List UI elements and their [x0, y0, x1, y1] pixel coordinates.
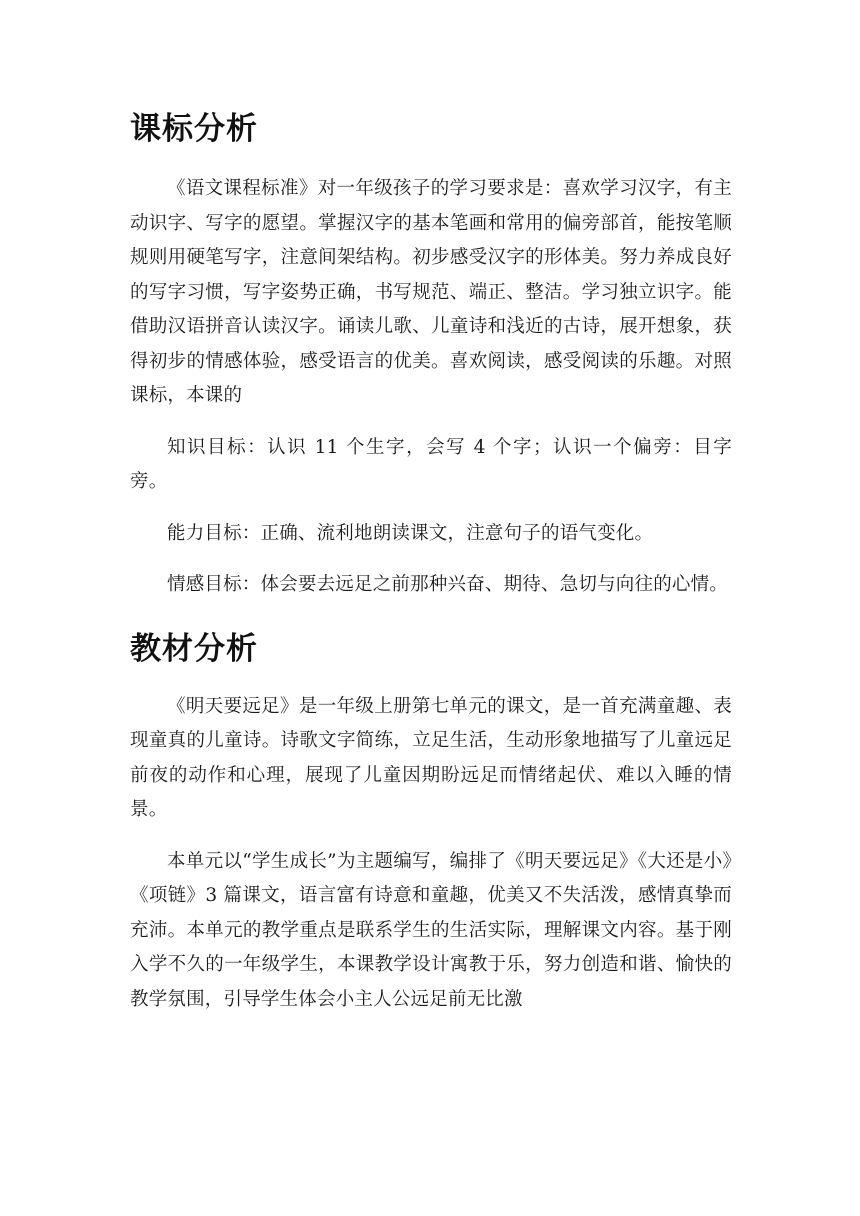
paragraph-emotion-goal: 情感目标：体会要去远足之前那种兴奋、期待、急切与向往的心情。: [167, 574, 729, 595]
document-page: [130, 100, 732, 1034]
paragraph-ability-goal: 能力目标：正确、流利地朗读课文，注意句子的语气变化。: [167, 522, 654, 544]
paragraph-knowledge-goal: 知识目标：认识 11 个生字，会写 4 个字；认识一个偏旁：目字旁。: [130, 436, 732, 492]
paragraph-curriculum-standard: 《语文课程标准》对一年级孩子的学习要求是：喜欢学习汉字，有主动识字、写字的愿望。掌握汉字的基本笔画和常用的偏旁部首，能按笔顺规则用硬笔写字，注意间架结构。初步感受汉字的形体美。努力养成良好的写字习惯，写字姿势正确，书写规范、端正、整洁。学习独立识字。能借助汉语拼音认读汉字。诵读儿歌、儿童诗和浅近的古诗，展开想象，获得初步的情感体验，感受语言的优美。喜欢阅读，感受阅读的乐趣。对照课标，本课的: [130, 178, 732, 406]
section-heading-curriculum-analysis: 课标分析: [130, 111, 258, 147]
section-heading-textbook-analysis: 教材分析: [130, 630, 258, 667]
paragraph-unit-overview: 本单元以“学生成长”为主题编写，编排了《明天要远足》《大还是小》《项链》3 篇课文，语言富有诗意和童趣，优美又不失活泼，感情真挚而充沛。本单元的教学重点是联系学生的生活实际，理解课文内容。基于刚入学不久的一年级学生，本课教学设计寓教于乐，努力创造和谐、愉快的教学氛围，引导学生体会小主人公远足前无比激: [130, 850, 732, 1010]
paragraph-text-introduction: 《明天要远足》是一年级上册第七单元的课文，是一首充满童趣、表现童真的儿童诗。诗歌文字简练，立足生活，生动形象地描写了儿童远足前夜的动作和心理，展现了儿童因期盼远足而情绪起伏、难以入睡的情景。: [130, 695, 732, 820]
